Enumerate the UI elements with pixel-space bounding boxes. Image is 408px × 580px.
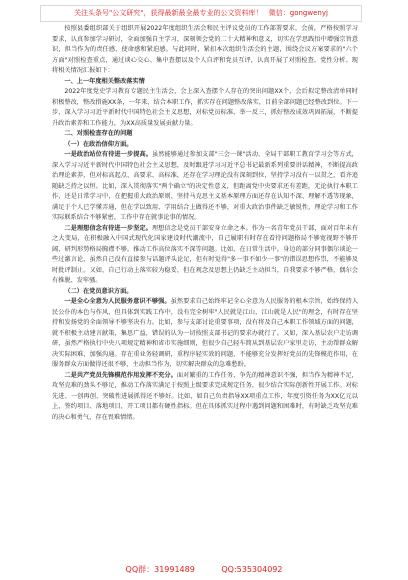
contact-footer — [0, 563, 408, 577]
intro-paragraph: 按照县委组织部关于组织开展2022年度组织生活会和民主评议党员的工作部署要求，会前，严格按照学习要求，认真参加学习研讨，全面加强自主学习，深刻领会党的二十大精神和意义，切实在学思践悟中增强宗旨意识，担当作为的责任感、使命感和紧迫感。与此同时，紧扣本次组织生活会的主题，围绕会议方案要求的"六个方面"对照检查重点，通过谈心交心、集中查摆以及个人自评和党员互评，认真开展了对照检查。党性分析。现将相关情况汇报如下： — [52, 25, 358, 74]
qq-number: QQ:535304092 — [221, 565, 283, 574]
promo-banner[interactable] — [40, 5, 362, 22]
political-stance-paragraph — [52, 150, 358, 224]
section-heading-2: 二、对照检查存在的问题 — [64, 130, 133, 137]
service-paragraph — [52, 297, 358, 371]
lead-ideals: 二是理想信念有待进一步坚定。 — [64, 224, 152, 232]
subsection-heading-1: （一）在政治信仰方面。 — [64, 140, 133, 148]
vanguard-text: 面对繁重的工作任务，争先的精神意识不强，担当作为精神不足，攻坚克难的劲头不够足，推动工作落实满足于按照上级要求完成规定任务，很少结合实际创新性开展工作。对标先进、一创再创、突破性进展抓得还不够好。比如，如自己负责指导XX项重点工作，年度引资任务为XX亿元以上，签约项目、落地项目，开工项目都有硬性指标。但在具体抓实过程中遇到问题和困难时，有时缺乏攻坚克难的决心和勇气，存在畏难情绪。 — [52, 371, 358, 421]
vanguard-paragraph — [52, 371, 358, 424]
ideals-paragraph — [52, 224, 358, 287]
lead-political-stance: 一是政治站位有待进一步提高。 — [64, 151, 152, 158]
subsection-heading-2: （二）在党员意识方面。 — [64, 287, 133, 295]
rectification-paragraph: 2022年度党史学习教育专题民主生活会，会上深入查摆个人存在的突出问题XX个，会后拟定整改清单同时积极整改，整改措施XX条，一年来，结合本职工作，抓实存在问题整改落实，目前全部问题已经整改到位。下一步，深入学习习近平新时代中国特色社会主义思想，对标党员标准，举一反三，抓好整改成效巩固拓展，不断提升政治素养和工作能力，为XX高质量发展贡献力量。 — [52, 88, 358, 127]
section-heading-1: 一、上一年度相关整改落实情 — [64, 77, 145, 85]
lead-service: 一是全心全意为人民服务意识不够强。 — [64, 298, 171, 305]
political-stance-text: 虽然能够通过参加支部"三会一课"活动、全局干部职工教育学习会等方式，深入学习习近平新时代中国特色社会主义思想，及时跟进学习习近平总书记最新系列重要讲话精神，不断提高政治理论素养，但对标高起点、高要求、高标准，还存在学习理论没有深刻到位，坚持学习没有一以贯之，看齐追随缺乏持之以恒。比如，深入贯彻落实"两个确立"的决定性意义，但距离党中央要求还有差距，无论执行本职工作，还是日常学习中，在把握重大政治原则、坚持马克思主义基本原理方面还存在认知不深、理解不透等现象，满足于个人已学懂弄通，但在学以致用、学用结合上做得还不够，对重大政治事件缺乏敏锐性，理论学习和工作实际联系结合不够紧密，工作中存在就事论事的情况。 — [52, 151, 358, 221]
ideals-text: 理想信念是党员干部安身立命之本。作为一名青年党员干部，面对百年未有之大变局，在积极融入中国式现代化国家建设时代潮流中，自己履职有时存在看待问题格局不够宽视野不够开阔，研判形势格局胸襟不够。推动工作高位落实不深等问题。比如，在日常生活中，身边的部分同事偶尔谈论一些过激言论，虽然自己没有直接参与话题评头论足，但有时觉得"多一事不如少一事"的错误思想作祟，不能够及时批评制止。又如，自己行动上落实较为稳妥，但在观念及思想上仍缺乏主动担当，自我要求不够严格，偶尔会有推脱、发牢骚。 — [52, 224, 358, 284]
qq-group: QQ群：31991489 — [125, 565, 195, 574]
promo-text: 关注头条号"公文研究"，获得最新最全最专业的公文资料库！ — [74, 9, 263, 17]
document-body — [52, 24, 358, 564]
wechat-label: 微信： — [268, 9, 290, 17]
wechat-id: gongwenyj — [289, 9, 328, 17]
lead-vanguard: 二是共产党员先锋模范作用发挥不充分。 — [64, 371, 177, 379]
service-text: 虽然要求自己始终牢记全心全意为人民服务的根本宗旨，始终保持人民公仆的本色与作风，但具体到实践工作中，没有完全树牢"人民就是江山，江山就是人民"的理念，有时存在坚持和发扬党的全面领导不够坚决有力。比如，参与支部讨论重要事项，没有将及自己本职工作领域方面的问题，就不积极主动建言献策，集思广益，错误的认为一切按照支部书记的要求办就行了。又如，深入基层农户走访调研，虽然严格执行中央八项规定精神和省市实施细则，但很少自己轻车简从到基层农户家里走访，主动帮群众解决实际困难，加强沟通。存在重业务轻调研，重程序轻实效的问题，不能够充分发挥好党员的先锋模范作用，在服务群众方面做得还很不够，主动担当作为，切实解决群众的急难愁盼。 — [52, 298, 358, 368]
